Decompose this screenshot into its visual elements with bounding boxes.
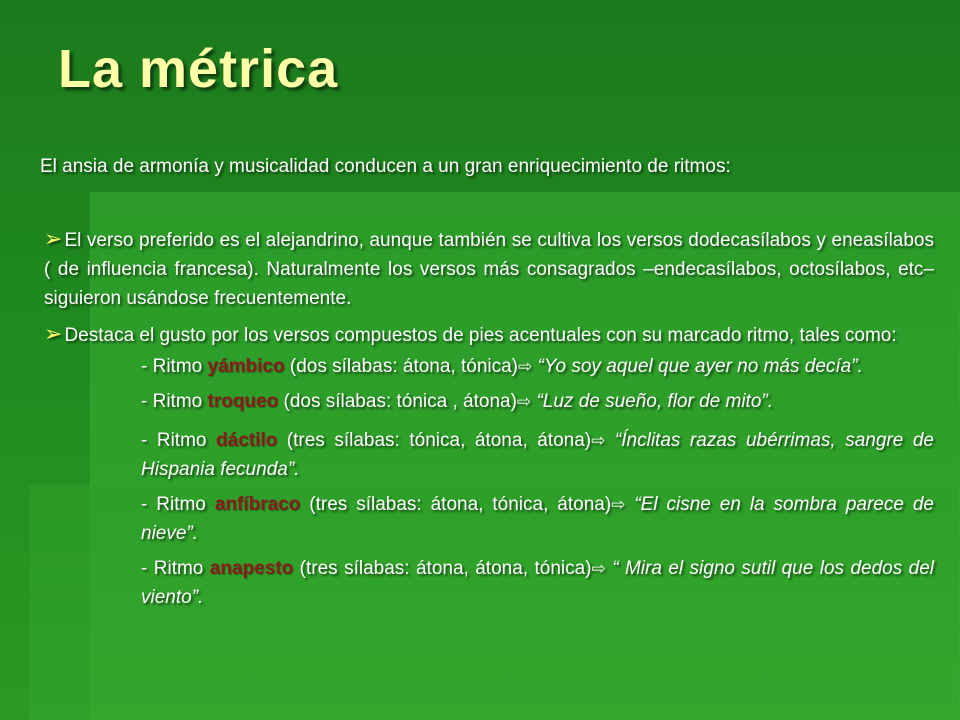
rhythm-item (141, 352, 934, 381)
slide-content (44, 224, 934, 618)
right-arrow-icon: ⇨ (516, 392, 532, 411)
rhythm-desc: (dos sílabas: átona, tónica) (284, 356, 519, 377)
intro-text: El ansia de armonía y musicalidad conducen a un gran enriquecimiento de ritmos: (40, 156, 731, 177)
rhythm-example: “Yo soy aquel que ayer no más decía”. (532, 356, 863, 377)
rhythm-desc: (tres sílabas: átona, tónica, átona) (300, 494, 612, 515)
rhythm-item (141, 387, 934, 416)
bullet-arrow-icon: ➢ (44, 226, 63, 251)
rhythm-term: anfíbraco (214, 494, 301, 515)
right-arrow-icon: ⇨ (591, 431, 606, 450)
rhythm-prefix: - Ritmo (141, 356, 208, 377)
rhythm-desc: (tres sílabas: átona, átona, tónica) (293, 558, 592, 579)
rhythm-term: troqueo (207, 391, 284, 412)
rhythm-prefix: - Ritmo (141, 494, 215, 515)
right-arrow-icon: ⇨ (591, 559, 606, 578)
rhythm-example: “El cisne en la sombra parece de nieve”. (141, 494, 934, 544)
rhythm-item (141, 554, 934, 612)
right-arrow-icon: ⇨ (611, 495, 626, 514)
rhythm-prefix: - Ritmo (141, 558, 210, 579)
rhythm-item (141, 490, 934, 548)
rhythm-prefix: - Ritmo (141, 391, 208, 412)
bullet-arrow-icon: ➢ (44, 321, 63, 346)
rhythm-prefix: - Ritmo (141, 430, 217, 451)
rhythm-desc: (dos sílabas: tónica , átona) (283, 391, 517, 412)
right-arrow-icon: ⇨ (518, 357, 533, 376)
rhythm-term: dáctilo (216, 430, 278, 451)
rhythm-example: “ Mira el signo sutil que los dedos del viento”. (141, 558, 934, 608)
bullet-text: El verso preferido es el alejandrino, aunque también se cultiva los versos dodecasílabos y eneasílabos ( de influencia francesa). Naturalmente los versos más consagrados –endecasílabos, octosílabos, etc– siguieron usándose frecuentemente. (44, 230, 934, 309)
rhythm-term: anapesto (209, 558, 294, 579)
rhythm-item (141, 426, 934, 484)
bullet-item (44, 224, 934, 313)
slide-title: La métrica (58, 39, 339, 99)
rhythm-desc: (tres sílabas: tónica, átona, átona) (277, 430, 592, 451)
bullet-text: Destaca el gusto por los versos compuestos de pies acentuales con su marcado ritmo, tales como: (64, 325, 897, 346)
rhythm-term: yámbico (207, 356, 285, 377)
rhythm-example: “Ínclitas razas ubérrimas, sangre de Hispania fecunda”. (141, 430, 934, 480)
rhythm-example: “Luz de sueño, flor de mito”. (531, 391, 774, 412)
bullet-item (44, 319, 934, 350)
